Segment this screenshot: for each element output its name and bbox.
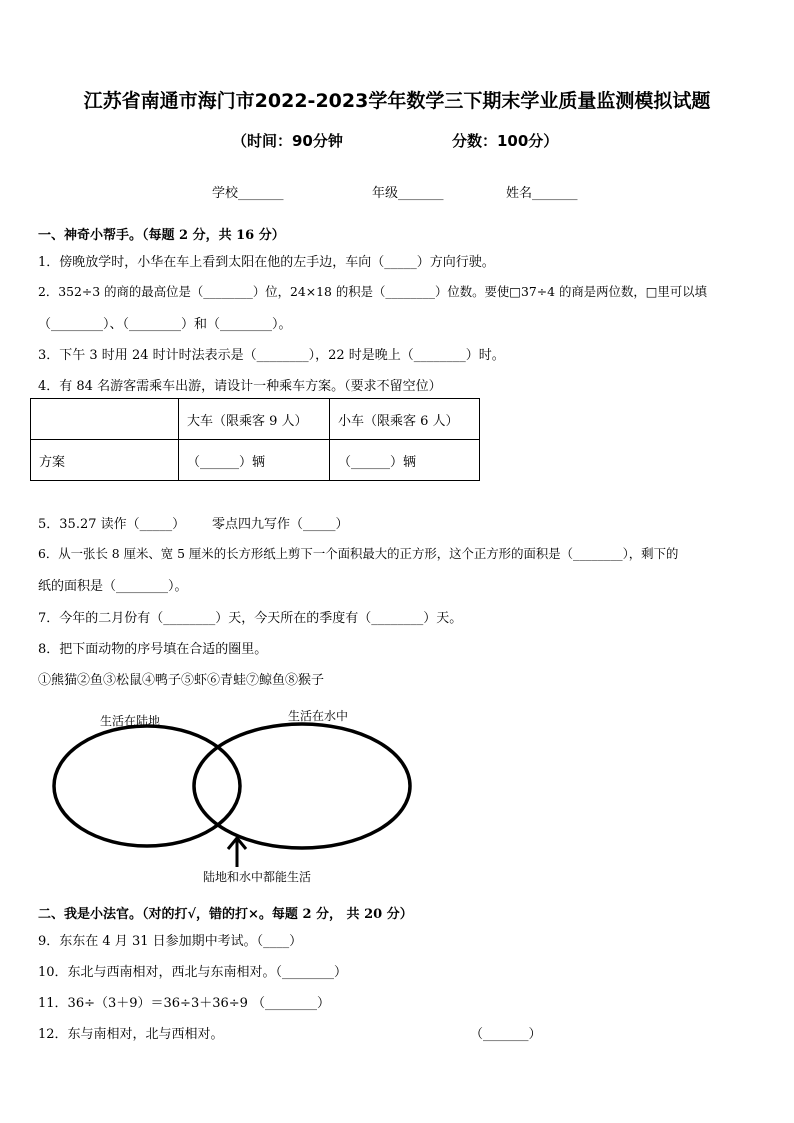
question-12: 12．东与南相对，北与西相对。: [38, 1027, 224, 1042]
grade-field[interactable]: 年级_______: [372, 186, 444, 201]
question-2-line-2: （________）、（________）和（________）。: [38, 317, 292, 332]
question-5-part-b: 零点四九写作（_____）: [212, 517, 349, 532]
page-title: 江苏省南通市海门市2022-2023学年数学三下期末学业质量监测模拟试题: [83, 90, 711, 112]
question-9: 9．东东在 4 月 31 日参加期中考试。（____）: [38, 934, 303, 949]
arrow-up-icon: [228, 838, 246, 867]
venn-land-label: 生活在陆地: [100, 714, 161, 728]
question-6-line-1: 6．从一张长 8 厘米、宽 5 厘米的长方形纸上剪下一个面积最大的正方形，这个正方形的面积是（________），剩下的: [38, 546, 679, 561]
question-7: 7．今年的二月份有（________）天，今天所在的季度有（________）天。: [38, 611, 463, 626]
water-circle: [194, 724, 410, 848]
section-1-heading: 一、神奇小帮手。（每题 2 分，共 16 分）: [38, 228, 285, 243]
question-6-line-2: 纸的面积是（________）。: [38, 579, 188, 594]
exam-score: 分数：100分）: [452, 132, 559, 150]
table-row: [31, 440, 480, 481]
question-12-answer-blank[interactable]: （_______）: [470, 1027, 542, 1042]
school-field[interactable]: 学校_______: [212, 186, 284, 201]
question-10: 10．东北与西南相对，西北与东南相对。（________）: [38, 965, 348, 980]
question-2-line-1: 2．352÷3 的商的最高位是（________）位，24×18 的积是（________）位数。要使□37÷4 的商是两位数，□里可以填: [38, 284, 707, 299]
table-cell: 小车（限乘客 6 人）: [330, 399, 480, 440]
table-cell[interactable]: （______）辆: [330, 440, 480, 481]
name-field[interactable]: 姓名_______: [506, 186, 578, 201]
question-4: 4．有 84 名游客需乘车出游，请设计一种乘车方案。（要求不留空位）: [38, 379, 442, 394]
section-2-heading: 二、我是小法官。（对的打√，错的打×。每题 2 分， 共 20 分）: [38, 907, 413, 922]
venn-water-label: 生活在水中: [288, 709, 349, 723]
exam-time: （时间：90分钟: [232, 132, 343, 150]
question-3: 3．下午 3 时用 24 时计时法表示是（________），22 时是晚上（________）时。: [38, 348, 505, 363]
table-cell: 大车（限乘客 9 人）: [179, 399, 330, 440]
question-11: 11．36÷（3＋9）＝36÷3＋36÷9 （________）: [38, 996, 331, 1011]
table-cell[interactable]: （______）辆: [179, 440, 330, 481]
venn-both-label: 陆地和水中都能生活: [203, 870, 312, 884]
question-1: 1．傍晚放学时，小华在车上看到太阳在他的左手边，车向（_____）方向行驶。: [38, 255, 495, 270]
table-cell: [31, 399, 179, 440]
animal-list: ①熊猫②鱼③松鼠④鸭子⑤虾⑥青蛙⑦鲸鱼⑧猴子: [38, 673, 325, 688]
land-circle: [54, 726, 240, 846]
table-cell: 方案: [31, 440, 179, 481]
table-header-row: [31, 399, 480, 440]
question-8: 8．把下面动物的序号填在合适的圈里。: [38, 642, 268, 657]
question-5-part-a: 5．35.27 读作（_____）: [38, 517, 186, 532]
bus-plan-table: [30, 398, 480, 481]
